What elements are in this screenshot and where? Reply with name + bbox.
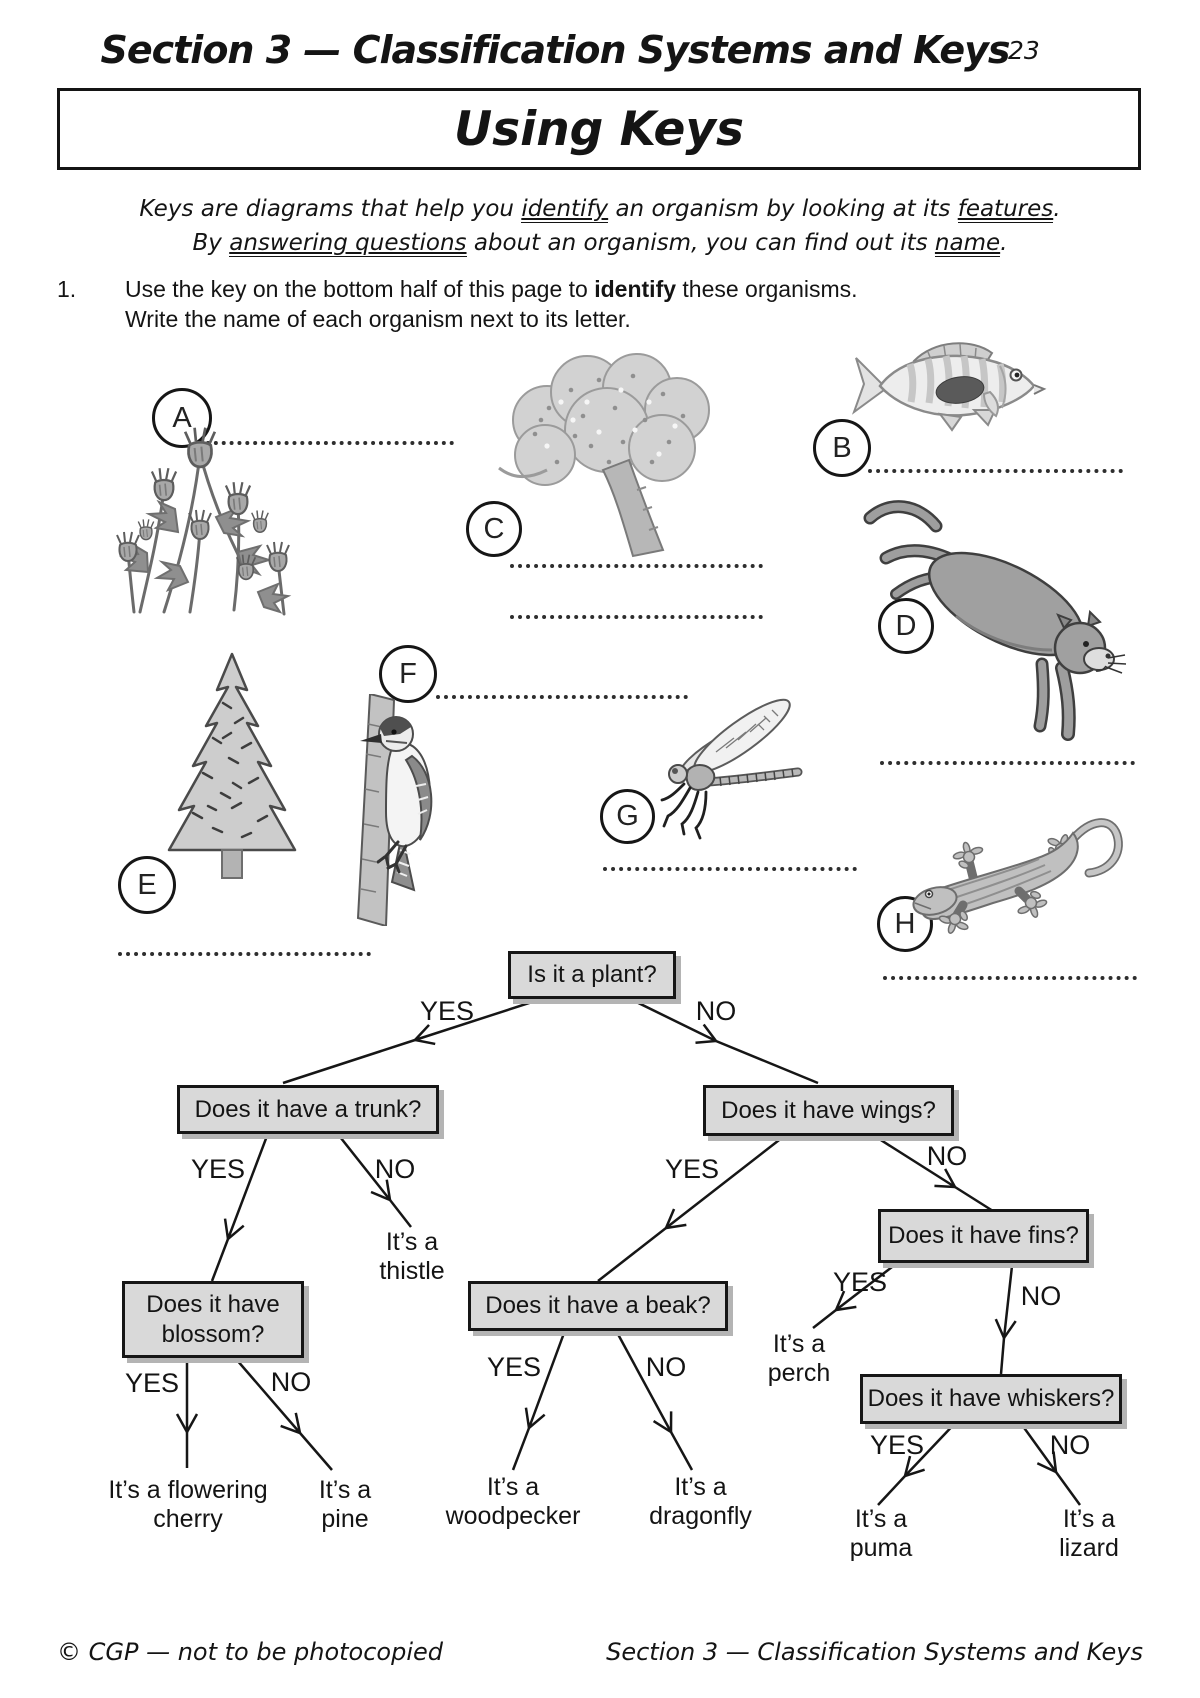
organism-letter-g: G: [600, 789, 655, 844]
branch-label-plant-yes: YES: [419, 996, 475, 1026]
section-heading: Section 3 — Classification Systems and Keys: [100, 28, 1010, 72]
branch-label-beak-yes: YES: [486, 1352, 542, 1382]
footer-section: Section 3 — Classification Systems and Keys: [606, 1638, 1143, 1666]
key-node-whiskers: Does it have whiskers?: [860, 1374, 1122, 1424]
key-node-beak: Does it have a beak?: [468, 1281, 728, 1331]
branch-label-blossom-yes: YES: [124, 1368, 180, 1398]
organism-letter-d: D: [878, 598, 934, 654]
intro-line-2: By answering questions about an organism, you can find out its name.: [192, 230, 1008, 256]
underlined-answering-questions: answering questions: [229, 230, 467, 256]
key-node-plant: Is it a plant?: [508, 951, 676, 999]
underlined-features: features: [957, 196, 1054, 222]
page-title: Using Keys: [453, 101, 745, 157]
branch-label-wings-yes: YES: [664, 1154, 720, 1184]
key-node-trunk: Does it have a trunk?: [177, 1085, 439, 1134]
branch-label-wings-no: NO: [926, 1141, 968, 1171]
branch-label-plant-no: NO: [695, 996, 737, 1026]
page-number: 23: [1008, 36, 1040, 65]
underlined-name: name: [934, 230, 1001, 256]
key-leaf-puma: It’s a puma: [849, 1505, 913, 1562]
organism-letter-h: H: [877, 896, 933, 952]
branch-label-fins-yes: YES: [832, 1267, 888, 1297]
key-leaf-woodpecker: It’s a woodpecker: [445, 1473, 581, 1530]
branch-label-beak-no: NO: [645, 1352, 687, 1382]
organism-letter-f: F: [379, 645, 437, 703]
branch-label-whiskers-no: NO: [1049, 1430, 1091, 1460]
organism-letter-e: E: [118, 856, 176, 914]
branch-label-trunk-yes: YES: [190, 1154, 246, 1184]
branch-label-blossom-no: NO: [270, 1367, 312, 1397]
key-node-fins: Does it have fins?: [878, 1209, 1089, 1263]
underlined-identify: identify: [521, 196, 609, 222]
intro-line-1: Keys are diagrams that help you identify an organism by looking at its features.: [139, 196, 1061, 222]
key-leaf-flowering-cherry: It’s a flowering cherry: [108, 1476, 268, 1533]
key-leaf-lizard: It’s a lizard: [1059, 1505, 1119, 1562]
key-node-blossom: Does it have blossom?: [122, 1281, 304, 1358]
footer-copyright: © CGP — not to be photocopied: [57, 1638, 444, 1666]
key-leaf-pine: It’s a pine: [318, 1476, 372, 1533]
organism-letter-a: A: [152, 388, 212, 448]
key-leaf-dragonfly: It’s a dragonfly: [649, 1473, 752, 1530]
branch-label-fins-no: NO: [1020, 1281, 1062, 1311]
key-leaf-perch: It’s a perch: [767, 1330, 831, 1387]
organism-letter-b: B: [813, 419, 871, 477]
question-line-2: Write the name of each organism next to its letter.: [125, 306, 631, 332]
key-leaf-thistle: It’s a thistle: [379, 1228, 445, 1285]
question-line-1: Use the key on the bottom half of this page to identify these organisms.: [125, 276, 858, 302]
branch-label-trunk-no: NO: [374, 1154, 416, 1184]
key-node-wings: Does it have wings?: [703, 1085, 954, 1136]
branch-label-whiskers-yes: YES: [869, 1430, 925, 1460]
question-number: 1.: [57, 276, 77, 302]
organism-letter-c: C: [466, 501, 522, 557]
bold-identify: identify: [594, 276, 677, 302]
